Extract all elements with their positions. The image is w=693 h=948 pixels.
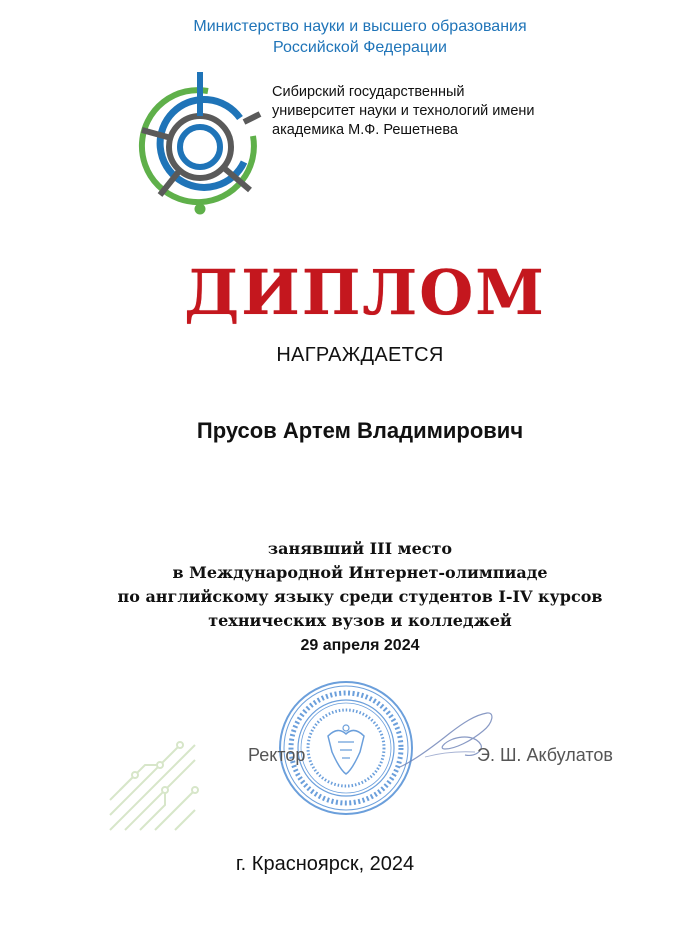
university-line-1: Сибирский государственный: [272, 84, 465, 100]
ministry-line-2: Российской Федерации: [273, 39, 447, 56]
achievement-line-3: по английскому языку среди студентов I-IV курсов: [117, 587, 603, 606]
ministry-header: [150, 16, 570, 58]
rector-label: Ректор: [248, 745, 306, 765]
achievement-text: [70, 537, 650, 633]
ministry-line-1: Министерство науки и высшего образования: [193, 18, 527, 35]
achievement-line-2: в Международной Интернет-олимпиаде: [172, 563, 548, 582]
rector-name: Э. Ш. Акбулатов: [477, 745, 613, 765]
city-year: г. Красноярск, 2024: [235, 853, 415, 875]
university-line-3: академика М.Ф. Решетнева: [272, 122, 458, 138]
award-date: 29 апреля 2024: [300, 637, 420, 654]
university-name: [272, 83, 572, 140]
circuit-decoration-icon: [105, 740, 200, 835]
achievement-line-1: занявший III место: [267, 539, 453, 558]
recipient-name: Прусов Артем Владимирович: [196, 418, 524, 443]
awarded-label: НАГРАЖДАЕТСЯ: [276, 344, 444, 366]
university-logo-icon: [132, 70, 262, 215]
achievement-line-4: технических вузов и колледжей: [208, 611, 512, 630]
university-line-2: университет науки и технологий имени: [272, 103, 535, 119]
diploma-title: ДИПЛОМ: [184, 256, 546, 329]
